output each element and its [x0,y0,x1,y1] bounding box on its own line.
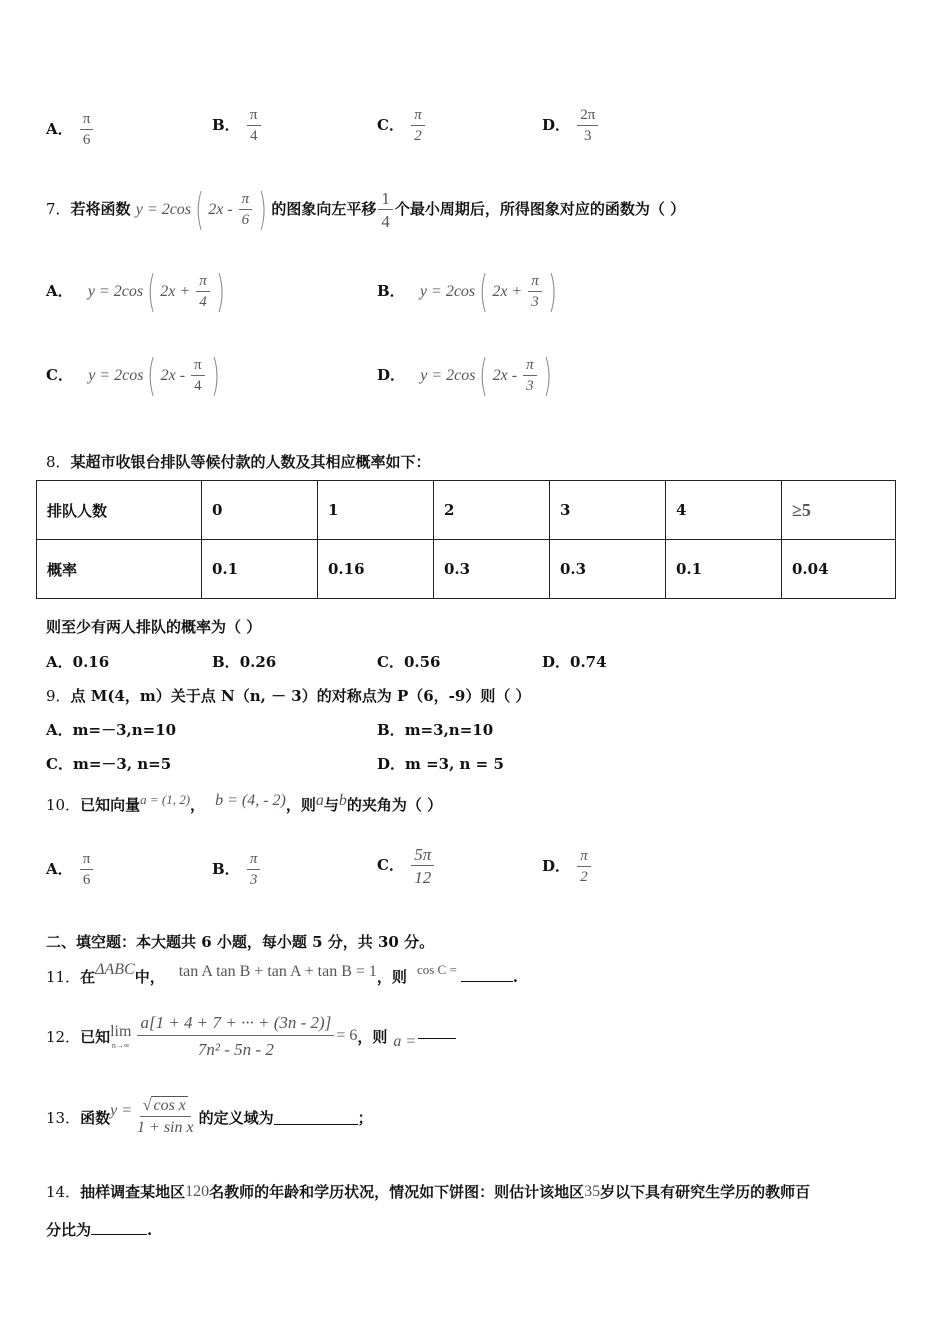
q9-option-d[interactable] [377,753,504,774]
option-label: A． [46,120,73,138]
fraction [239,192,253,228]
math-arg: 2x - [160,367,190,384]
option-label: B． [377,282,405,300]
left-paren: ( [479,266,489,317]
vector-a: a = (1, 2) [140,792,191,807]
question-14-line2 [46,1219,152,1240]
denominator: 3 [584,128,592,144]
table-row [37,481,896,540]
fraction [577,849,591,885]
option-label: A． [46,653,73,671]
fraction [134,1098,197,1136]
denominator: 6 [82,132,91,148]
question-end: . [147,1221,153,1239]
denominator: 3 [249,872,258,888]
question-number: 8． [46,453,71,471]
separator: ， [190,796,206,814]
option-label: C． [377,116,404,134]
equation: tan A tan B + tan A + tan B = 1 [178,963,377,980]
math-arg: 2x + [160,283,195,300]
question-end: ； [357,1108,373,1127]
number-120: 120 [185,1183,210,1200]
limit-label: lim [110,1022,132,1040]
option-value: 0.26 [239,653,277,671]
fraction [378,190,393,230]
numerator: 1 [378,190,393,210]
limit-subscript: n→∞ [111,1040,130,1050]
q7-option-b[interactable] [377,266,561,317]
function-y: y = [110,1102,133,1119]
denominator: 2 [580,869,588,885]
option-label: D． [542,653,571,671]
option-label: D． [542,116,571,134]
answer-blank[interactable] [461,967,513,982]
symbol-a: a [315,792,324,809]
denominator: 7n² - 5n - 2 [197,1040,274,1059]
fraction [411,108,425,144]
numerator [140,1098,191,1117]
denominator: 1 + sin x [137,1119,194,1136]
option-label: A． [46,721,73,739]
q9-option-b[interactable] [377,719,493,740]
question-text: 已知 [80,1027,111,1046]
sqrt-symbol: √ [142,1097,152,1114]
fraction [196,274,210,310]
numerator: π [247,852,261,870]
fraction [80,852,94,888]
question-text: 抽样调查某地区 [80,1183,186,1201]
q8-question: 则至少有两人排队的概率为（ ） [46,618,262,636]
q9-option-c[interactable] [46,753,171,774]
cos-c: cos C = [416,962,457,977]
table-cell: 0.3 [434,540,550,599]
symbol-b: b [338,792,347,809]
question-text: 中， [134,968,165,986]
denominator: 4 [249,128,258,144]
equation: = 6 [336,1027,358,1044]
option-label: C． [46,366,73,384]
answer-blank[interactable] [91,1220,147,1235]
answer-blank[interactable] [418,1037,456,1039]
numerator: π [80,112,94,130]
question-number: 12． [46,1027,81,1046]
fraction [523,358,537,394]
q10-option-a[interactable] [46,852,95,888]
right-paren: ) [210,350,220,401]
fraction [528,274,542,310]
question-text: 某超市收银台排队等候付款的人数及其相应概率如下： [70,453,431,471]
probability-table [36,480,896,599]
question-8 [46,451,431,472]
denominator: 6 [82,872,91,888]
table-cell: 4 [666,481,782,540]
numerator: π [247,108,261,126]
table-cell: 1 [318,481,434,540]
math-arg: 2x - [492,367,522,384]
right-paren: ) [215,266,225,317]
question-12 [46,1014,456,1058]
right-paren: ) [258,184,268,235]
numerator: π [528,274,542,292]
option-label: B． [377,721,405,739]
option-value: m=3,n=10 [404,721,494,739]
q6-option-d[interactable] [542,108,600,144]
q6-option-a[interactable] [46,112,95,148]
question-text: 函数 [80,1108,111,1127]
table-cell: 概率 [37,540,202,599]
question-text: 名教师的年龄和学历状况，情况如下饼图：则估计该地区 [209,1183,585,1201]
table-cell: 0.16 [318,540,434,599]
denominator: 4 [194,378,202,394]
q8-option-a[interactable] [46,651,109,672]
question-text: 在 [80,968,96,986]
question-number: 13． [46,1108,81,1127]
option-label: C． [377,856,404,874]
numerator: π [577,849,591,867]
fraction [191,358,205,394]
left-paren: ( [195,184,204,235]
option-value: m=－3,n=10 [72,721,177,739]
denominator: 6 [241,212,250,228]
question-14 [46,1181,810,1202]
question-7 [46,184,686,235]
left-paren: ( [479,350,489,401]
question-number: 11． [46,968,81,986]
question-text: 若将函数 [70,200,131,218]
math-func: y = 2cos [135,201,192,218]
answer-var: a = [393,1033,417,1050]
option-value: 0.16 [72,653,110,671]
option-label: A． [46,282,73,300]
table-cell: 0 [202,481,318,540]
q7-option-a[interactable] [46,266,229,317]
table-cell: 2 [434,481,550,540]
triangle-symbol: ΔABC [95,961,135,978]
left-paren: ( [147,266,156,317]
question-text: 点 M(4，m）关于点 N（n, － 3）的对称点为 P（6，-9）则（ ） [70,687,531,705]
denominator: 12 [414,868,432,887]
option-value: m =3, n = 5 [405,755,504,773]
question-text: 岁以下具有研究生学历的教师百 [600,1183,811,1201]
q8-option-d[interactable] [542,651,607,672]
fraction [577,108,598,144]
q9-option-a[interactable] [46,719,176,740]
q7-option-c[interactable] [46,350,224,401]
question-text: 与 [323,796,339,814]
question-end: . [512,968,519,986]
right-paren: ) [542,350,552,401]
math-func: y = 2cos [87,283,144,300]
numerator: 2π [577,108,598,126]
answer-blank[interactable] [274,1110,358,1125]
question-text: ，则 [376,968,407,986]
math-arg: 2x - [208,201,237,218]
fraction [247,108,261,144]
numerator: 5π [411,846,434,866]
option-value: 0.56 [403,653,441,671]
vector-b: b = (4, - 2) [215,792,286,809]
q6-option-b[interactable] [212,108,263,144]
number-35: 35 [584,1183,601,1200]
q10-option-b[interactable] [212,852,262,888]
numerator: π [196,274,210,292]
question-number: 14． [46,1183,81,1201]
question-text: 分比为 [46,1221,92,1239]
option-label: C． [377,653,404,671]
question-text: 已知向量 [80,796,141,814]
numerator: π [191,358,205,376]
option-label: D． [377,366,406,384]
q10-option-c[interactable] [377,846,436,886]
q7-option-d[interactable] [377,350,556,401]
question-text: ，则 [357,1027,388,1046]
option-label: D． [542,857,571,875]
question-text: 的图象向左平移 [271,200,377,218]
question-number: 10． [46,796,81,814]
denominator: 4 [199,294,207,310]
fraction [247,852,261,888]
question-number: 9． [46,687,71,705]
fraction [80,112,94,148]
option-value: m=－3, n=5 [72,755,172,773]
question-13 [46,1098,373,1136]
denominator: 3 [526,378,534,394]
left-paren: ( [147,350,157,401]
option-value: 0.74 [570,653,607,671]
question-text: 个最小周期后，所得图象对应的函数为（ ） [394,200,686,218]
table-row [37,540,896,599]
question-text: ，则 [285,796,316,814]
math-func: y = 2cos [419,283,476,300]
option-label: B． [212,653,240,671]
table-cell: 3 [550,481,666,540]
math-func: y = 2cos [420,367,476,384]
denominator: 3 [531,294,539,310]
denominator: 2 [414,128,422,144]
table-cell: 0.1 [202,540,318,599]
table-cell: 0.04 [782,540,896,599]
q8-option-c[interactable] [377,651,441,672]
numerator: π [523,358,537,376]
math-arg: 2x + [492,283,527,300]
question-number: 7． [46,200,71,218]
math-func: y = 2cos [88,367,144,384]
table-cell: ≥5 [782,481,896,540]
sqrt-content: cos x [153,1097,186,1114]
question-9 [46,685,531,706]
fraction [137,1014,334,1058]
limit [110,1023,131,1050]
q6-option-c[interactable] [377,108,427,144]
question-text: 的夹角为（ ） [346,796,443,814]
table-cell: 0.1 [666,540,782,599]
right-paren: ) [548,266,557,317]
numerator: a[1 + 4 + 7 + ··· + (3n - 2)] [137,1014,334,1036]
q8-option-b[interactable] [212,651,276,672]
option-label: B． [212,116,240,134]
numerator: π [80,852,94,870]
question-text: 的定义域为 [198,1108,274,1127]
fraction [411,846,434,886]
numerator: π [411,108,425,126]
q10-option-d[interactable] [542,849,593,885]
option-label: C． [46,755,73,773]
question-10 [46,792,442,815]
table-cell: 0.3 [550,540,666,599]
table-cell: 排队人数 [37,481,202,540]
numerator: π [239,192,253,210]
section-heading: 二、填空题：本大题共 6 小题，每小题 5 分，共 30 分。 [46,933,435,951]
option-label: A． [46,860,73,878]
option-label: D． [377,755,406,773]
question-11 [46,961,518,987]
option-label: B． [212,860,240,878]
denominator: 4 [381,212,390,231]
